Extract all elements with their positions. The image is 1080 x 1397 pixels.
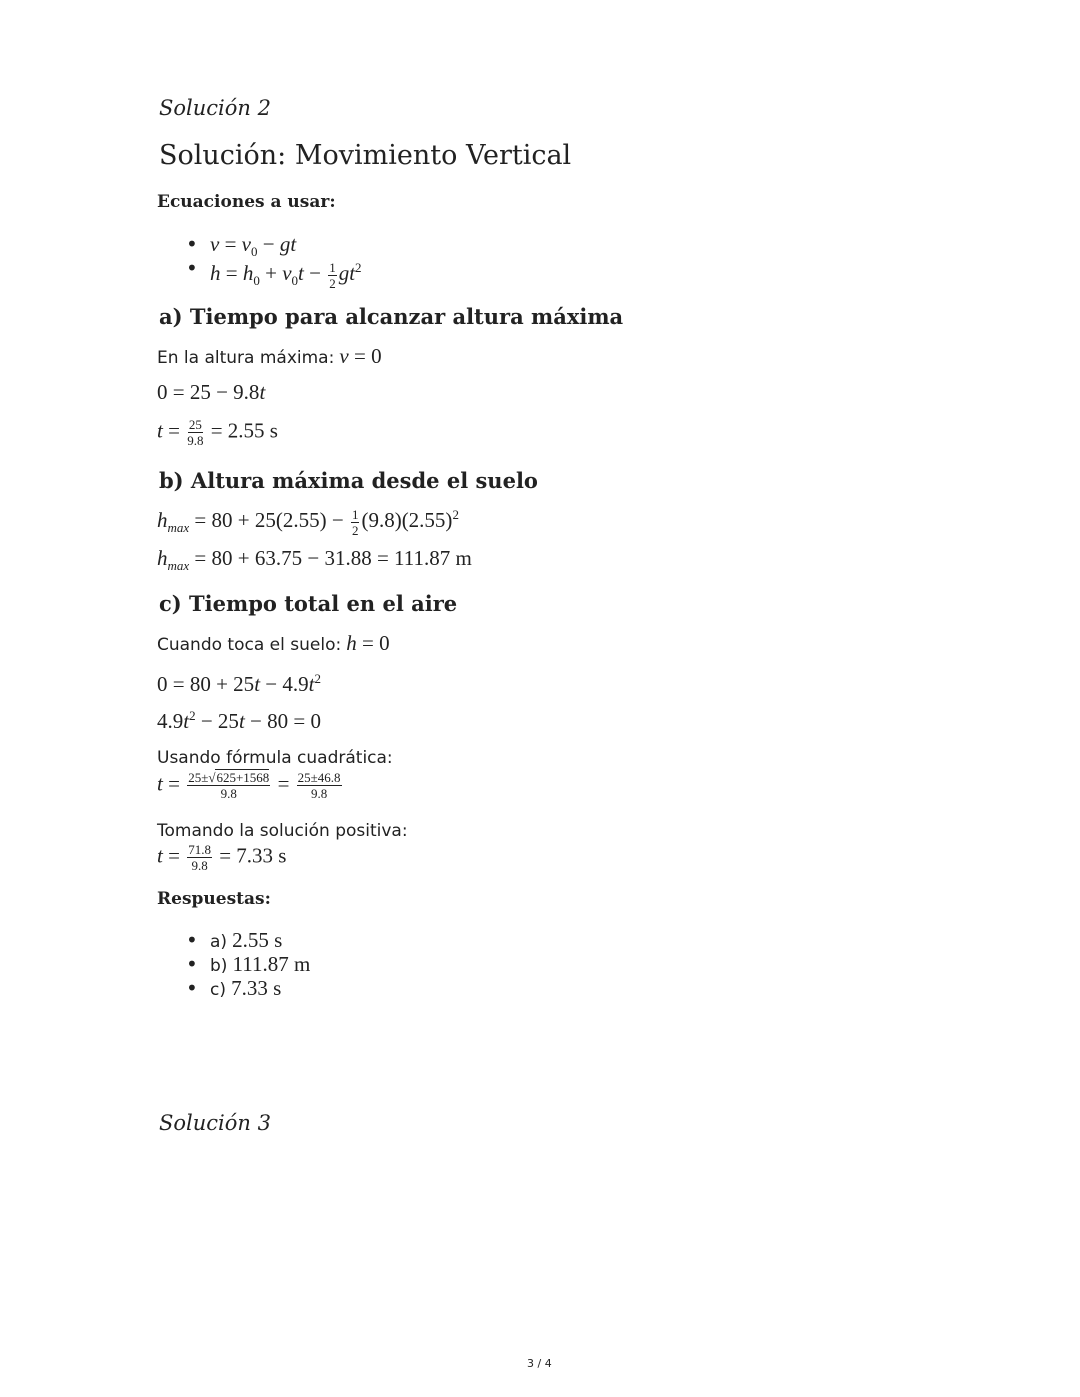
answer-c [186, 976, 310, 1000]
part-c-condition-line [157, 631, 390, 656]
answer-b-label: b) [210, 956, 228, 976]
part-a-condition-line [157, 344, 382, 369]
page-number: 3 / 4 [527, 1357, 552, 1370]
part-a-heading: a) Tiempo para alcanzar altura máxima [159, 304, 624, 329]
positive-solution-text: Tomando la solución positiva: [157, 821, 408, 841]
answers-list [186, 928, 310, 1000]
solution-3-label: Solución 3 [159, 1111, 271, 1135]
equation-velocity: • $v = v_0$ − gt [186, 232, 362, 256]
quadratic-formula: t = $\frac{25\pm√625+1568}{9.8}$ = $\frac{25\pm 46.8}{9.8}$ [157, 770, 341, 801]
part-b-equation-1: $h_{max} = 80 + 25(2.55)$ − $\frac{1}{2}$ $(9.8)(2.55)^2$ [157, 506, 459, 538]
page-title: Solución: Movimiento Vertical [159, 140, 572, 171]
answer-a-value: 2.55 s [232, 928, 283, 952]
answer-c-label: c) [210, 980, 226, 1000]
answer-b [186, 952, 310, 976]
part-c-text: Cuando toca el suelo: [157, 635, 342, 655]
equation-height: • $h = h_0 + v_0t$ − $\frac{1}{2}$ $gt^2$ [186, 256, 362, 280]
part-c-equation-1: $0 = 80 + 25t - 4.9t^2$ [157, 671, 321, 696]
answer-a [186, 928, 310, 952]
quadratic-text: Usando fórmula cuadrática: [157, 748, 393, 768]
equations-list [186, 232, 362, 291]
part-c-result: t = $\frac{71.8}{9.8}$ = 7.33 s [157, 842, 287, 873]
answer-c-value: 7.33 s [231, 976, 282, 1000]
equations-heading: Ecuaciones a usar: [157, 192, 336, 212]
answer-b-value: 111.87 m [232, 952, 311, 976]
part-a-text: En la altura máxima: [157, 348, 335, 368]
part-b-heading: b) Altura máxima desde el suelo [159, 468, 538, 493]
part-c-condition: h = 0 [346, 631, 390, 655]
part-a-equation: 0 = 25 − 9.8t [157, 380, 266, 404]
answers-heading: Respuestas: [157, 889, 271, 909]
part-c-equation-2: $4.9t^2 - 25t - 80 = 0$ [157, 708, 321, 733]
part-c-heading: c) Tiempo total en el aire [159, 591, 458, 616]
part-a-condition: v = 0 [339, 344, 382, 368]
part-a-result: t = $\frac{25}{9.8}$ = 2.55 s [157, 417, 278, 448]
solution-2-label: Solución 2 [159, 96, 271, 120]
part-b-equation-2: $h_{max} = 80 + 63.75 - 31.88 = 111.87$ m [157, 546, 472, 574]
answer-a-label: a) [210, 932, 228, 952]
